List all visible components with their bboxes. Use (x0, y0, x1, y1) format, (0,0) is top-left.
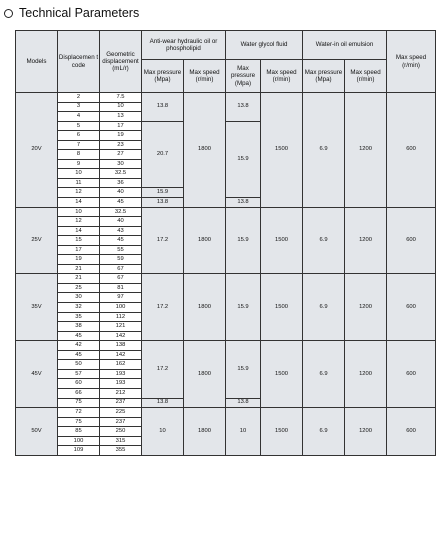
displacement-code-cell: 17 (58, 245, 100, 255)
table-row (16, 274, 436, 284)
last-max-speed-cell: 600 (387, 408, 436, 456)
last-max-speed-cell: 600 (387, 274, 436, 341)
aw-max-speed-cell: 1800 (184, 408, 226, 456)
geometric-displacement-cell: 237 (100, 417, 142, 427)
wo-max-speed-cell: 1200 (345, 274, 387, 341)
header-wg-max-pressure: Max pressure (Mpa) (226, 60, 261, 93)
model-cell: 20V (16, 93, 58, 208)
aw-max-pressure-cell: 20.7 (142, 121, 184, 188)
wo-max-pressure-cell: 6.9 (303, 341, 345, 408)
header-max-speed-last: Max speed (r/min) (387, 31, 436, 93)
displacement-code-cell: 21 (58, 274, 100, 284)
geometric-displacement-cell: 40 (100, 217, 142, 227)
geometric-displacement-cell: 162 (100, 360, 142, 370)
geometric-displacement-cell: 40 (100, 188, 142, 198)
displacement-code-cell: 11 (58, 178, 100, 188)
aw-max-pressure-cell: 17.2 (142, 207, 184, 274)
wg-max-speed-cell: 1500 (261, 274, 303, 341)
wo-max-pressure-cell: 6.9 (303, 408, 345, 456)
geometric-displacement-cell: 45 (100, 236, 142, 246)
displacement-code-cell: 10 (58, 169, 100, 179)
displacement-code-cell: 8 (58, 150, 100, 160)
geometric-displacement-cell: 121 (100, 322, 142, 332)
displacement-code-cell: 2 (58, 93, 100, 103)
geometric-displacement-cell: 13 (100, 112, 142, 122)
aw-max-pressure-cell: 13.8 (142, 93, 184, 122)
aw-max-pressure-cell: 15.9 (142, 188, 184, 198)
wg-max-pressure-cell: 15.9 (226, 207, 261, 274)
table-row (16, 341, 436, 351)
aw-max-speed-cell: 1800 (184, 274, 226, 341)
aw-max-pressure-cell: 13.8 (142, 398, 184, 408)
wo-max-speed-cell: 1200 (345, 408, 387, 456)
geometric-displacement-cell: 142 (100, 331, 142, 341)
geometric-displacement-cell: 193 (100, 369, 142, 379)
aw-max-speed-cell: 1800 (184, 341, 226, 408)
displacement-code-cell: 5 (58, 121, 100, 131)
displacement-code-cell: 100 (58, 436, 100, 446)
geometric-displacement-cell: 67 (100, 274, 142, 284)
displacement-code-cell: 9 (58, 159, 100, 169)
section-title-text: Technical Parameters (19, 6, 140, 20)
displacement-code-cell: 66 (58, 388, 100, 398)
geometric-displacement-cell: 59 (100, 255, 142, 265)
geometric-displacement-cell: 27 (100, 150, 142, 160)
geometric-displacement-cell: 32.5 (100, 207, 142, 217)
geometric-displacement-cell: 212 (100, 388, 142, 398)
section-title (4, 4, 139, 22)
header-displacement-code: Displacemen t code (58, 31, 100, 93)
header-aw-max-speed: Max speed (r/min) (184, 60, 226, 93)
geometric-displacement-cell: 43 (100, 226, 142, 236)
wo-max-speed-cell: 1200 (345, 93, 387, 208)
geometric-displacement-cell: 112 (100, 312, 142, 322)
wo-max-speed-cell: 1200 (345, 341, 387, 408)
wg-max-pressure-cell: 15.9 (226, 341, 261, 398)
last-max-speed-cell: 600 (387, 341, 436, 408)
displacement-code-cell: 109 (58, 446, 100, 456)
wg-max-pressure-cell: 15.9 (226, 274, 261, 341)
geometric-displacement-cell: 81 (100, 283, 142, 293)
displacement-code-cell: 25 (58, 283, 100, 293)
displacement-code-cell: 14 (58, 226, 100, 236)
wg-max-speed-cell: 1500 (261, 93, 303, 208)
displacement-code-cell: 38 (58, 322, 100, 332)
circle-bullet-icon (4, 9, 13, 18)
header-anti-wear: Anti-wear hydraulic oil or phospholipid (142, 31, 226, 60)
geometric-displacement-cell: 142 (100, 350, 142, 360)
wg-max-pressure-cell: 13.8 (226, 93, 261, 122)
aw-max-pressure-cell: 17.2 (142, 274, 184, 341)
wg-max-pressure-cell: 15.9 (226, 121, 261, 197)
displacement-code-cell: 7 (58, 140, 100, 150)
wg-max-pressure-cell: 13.8 (226, 398, 261, 408)
geometric-displacement-cell: 100 (100, 303, 142, 313)
displacement-code-cell: 15 (58, 236, 100, 246)
displacement-code-cell: 60 (58, 379, 100, 389)
aw-max-speed-cell: 1800 (184, 93, 226, 208)
geometric-displacement-cell: 7.5 (100, 93, 142, 103)
displacement-code-cell: 12 (58, 188, 100, 198)
geometric-displacement-cell: 19 (100, 131, 142, 141)
header-water-glycol: Water glycol fluid (226, 31, 303, 60)
geometric-displacement-cell: 138 (100, 341, 142, 351)
table-row (16, 93, 436, 103)
model-cell: 50V (16, 408, 58, 456)
displacement-code-cell: 32 (58, 303, 100, 313)
header-water-in-oil: Water-in oil emulsion (303, 31, 387, 60)
wg-max-pressure-cell: 13.8 (226, 198, 261, 208)
displacement-code-cell: 75 (58, 398, 100, 408)
wo-max-pressure-cell: 6.9 (303, 274, 345, 341)
model-cell: 25V (16, 207, 58, 274)
geometric-displacement-cell: 32.5 (100, 169, 142, 179)
displacement-code-cell: 6 (58, 131, 100, 141)
last-max-speed-cell: 600 (387, 93, 436, 208)
wg-max-speed-cell: 1500 (261, 341, 303, 408)
geometric-displacement-cell: 97 (100, 293, 142, 303)
displacement-code-cell: 10 (58, 207, 100, 217)
displacement-code-cell: 12 (58, 217, 100, 227)
header-wo-max-pressure: Max pressure (Mpa) (303, 60, 345, 93)
header-wg-max-speed: Max speed (r/min) (261, 60, 303, 93)
geometric-displacement-cell: 237 (100, 398, 142, 408)
geometric-displacement-cell: 45 (100, 198, 142, 208)
displacement-code-cell: 50 (58, 360, 100, 370)
displacement-code-cell: 3 (58, 102, 100, 112)
aw-max-pressure-cell: 17.2 (142, 341, 184, 398)
aw-max-speed-cell: 1800 (184, 207, 226, 274)
table-row (16, 408, 436, 418)
geometric-displacement-cell: 30 (100, 159, 142, 169)
geometric-displacement-cell: 225 (100, 408, 142, 418)
wg-max-pressure-cell: 10 (226, 408, 261, 456)
geometric-displacement-cell: 55 (100, 245, 142, 255)
displacement-code-cell: 45 (58, 350, 100, 360)
displacement-code-cell: 4 (58, 112, 100, 122)
wo-max-pressure-cell: 6.9 (303, 93, 345, 208)
table-body (16, 93, 436, 456)
geometric-displacement-cell: 67 (100, 264, 142, 274)
displacement-code-cell: 57 (58, 369, 100, 379)
geometric-displacement-cell: 250 (100, 427, 142, 437)
geometric-displacement-cell: 355 (100, 446, 142, 456)
header-aw-max-pressure: Max pressure (Mpa) (142, 60, 184, 93)
wg-max-speed-cell: 1500 (261, 207, 303, 274)
table-row (16, 207, 436, 217)
geometric-displacement-cell: 193 (100, 379, 142, 389)
displacement-code-cell: 75 (58, 417, 100, 427)
model-cell: 35V (16, 274, 58, 341)
displacement-code-cell: 21 (58, 264, 100, 274)
wo-max-speed-cell: 1200 (345, 207, 387, 274)
header-models: Models (16, 31, 58, 93)
model-cell: 45V (16, 341, 58, 408)
last-max-speed-cell: 600 (387, 207, 436, 274)
displacement-code-cell: 35 (58, 312, 100, 322)
geometric-displacement-cell: 23 (100, 140, 142, 150)
header-geometric-displacement: Geometric displacement (mL/r) (100, 31, 142, 93)
header-wo-max-speed: Max speed (r/min) (345, 60, 387, 93)
geometric-displacement-cell: 315 (100, 436, 142, 446)
displacement-code-cell: 72 (58, 408, 100, 418)
displacement-code-cell: 42 (58, 341, 100, 351)
geometric-displacement-cell: 36 (100, 178, 142, 188)
displacement-code-cell: 30 (58, 293, 100, 303)
geometric-displacement-cell: 17 (100, 121, 142, 131)
displacement-code-cell: 85 (58, 427, 100, 437)
aw-max-pressure-cell: 13.8 (142, 198, 184, 208)
wg-max-speed-cell: 1500 (261, 408, 303, 456)
displacement-code-cell: 19 (58, 255, 100, 265)
geometric-displacement-cell: 10 (100, 102, 142, 112)
aw-max-pressure-cell: 10 (142, 408, 184, 456)
technical-parameters-table (15, 30, 436, 456)
displacement-code-cell: 14 (58, 198, 100, 208)
wo-max-pressure-cell: 6.9 (303, 207, 345, 274)
displacement-code-cell: 45 (58, 331, 100, 341)
